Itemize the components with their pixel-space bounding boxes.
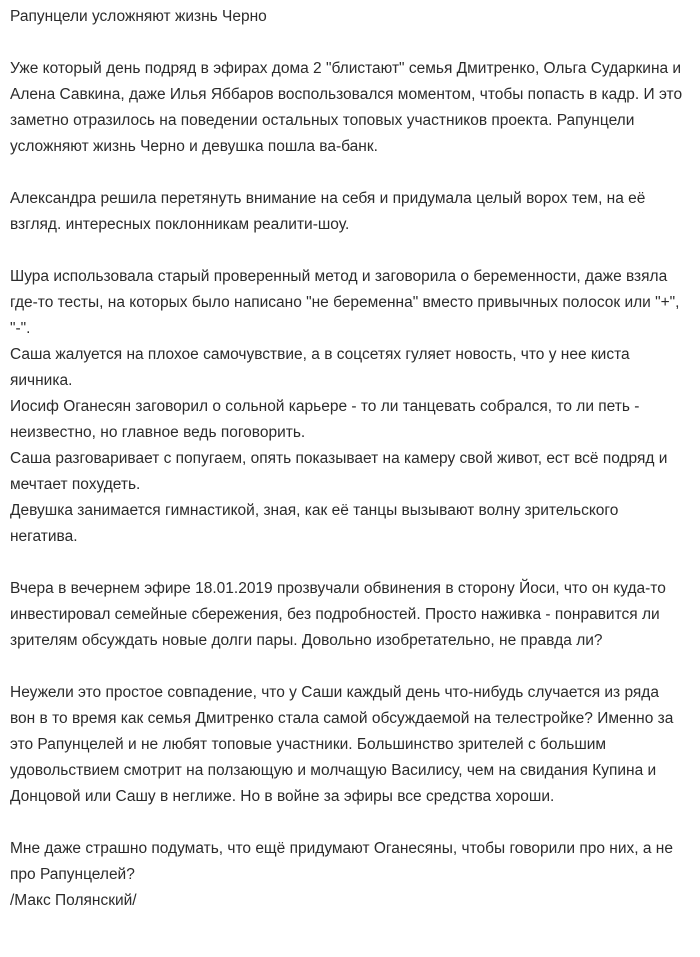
paragraph-evening-broadcast: Вчера в вечернем эфире 18.01.2019 прозвучали обвинения в сторону Йоси, что он куда-то инвестировал семейные сбережения, без подробностей. Просто наживка - понравится ли зрителям обсуждать новые долги пары. Довольно изобретательно, не правда ли?: [10, 580, 666, 649]
paragraph-sasha-health: Саша жалуется на плохое самочувствие, а в соцсетях гуляет новость, что у нее киста яичника.: [10, 346, 630, 389]
paragraph-coincidence: Неужели это простое совпадение, что у Саши каждый день что-нибудь случается из ряда вон в то время как семья Дмитренко стала самой обсуждаемой на телестройке? Именно за это Рапунцелей и не любят топовые участники. Большинство зрителей с большим удовольствием смотрит на ползающую и молчащую Василису, чем на свидания Купина и Донцовой или Сашу в неглиже. Но в войне за эфиры все средства хороши.: [10, 684, 674, 805]
paragraph-shura-pregnancy: Шура использовала старый проверенный метод и заговорила о беременности, даже взяла где-то тесты, на которых было написано "не беременна" вместо привычных полосок или "+", "-".: [10, 268, 680, 337]
page-title: Рапунцели усложняют жизнь Черно: [10, 8, 267, 25]
paragraph-gymnastics: Девушка занимается гимнастикой, зная, как её танцы вызывают волну зрительского негатива.: [10, 502, 619, 545]
title-body-spacer: [10, 30, 690, 56]
paragraph-closing: Мне даже страшно подумать, что ещё придумают Оганесяны, чтобы говорили про них, а не про Рапунцелей?: [10, 840, 673, 883]
paragraph-intro: Уже который день подряд в эфирах дома 2 "блистают" семья Дмитренко, Ольга Сударкина и Алена Савкина, даже Илья Яббаров воспользовался моментом, чтобы попасть в кадр. И это заметно отразилось на поведении остальных топовых участников проекта. Рапунцели усложняют жизнь Черно и девушка пошла ва-банк.: [10, 60, 683, 155]
author-signature: /Макс Полянский/: [10, 892, 137, 909]
paragraph-iosif-career: Иосиф Оганесян заговорил о сольной карьере - то ли танцевать собрался, то ли петь - неизвестно, но главное ведь поговорить.: [10, 398, 640, 441]
paragraph-aleksandra: Александра решила перетянуть внимание на себя и придумала целый ворох тем, на её взгляд. интересных поклонникам реалити-шоу.: [10, 190, 646, 233]
paragraph-sasha-parrot: Саша разговаривает с попугаем, опять показывает на камеру свой живот, ест всё подряд и мечтает похудеть.: [10, 450, 668, 493]
